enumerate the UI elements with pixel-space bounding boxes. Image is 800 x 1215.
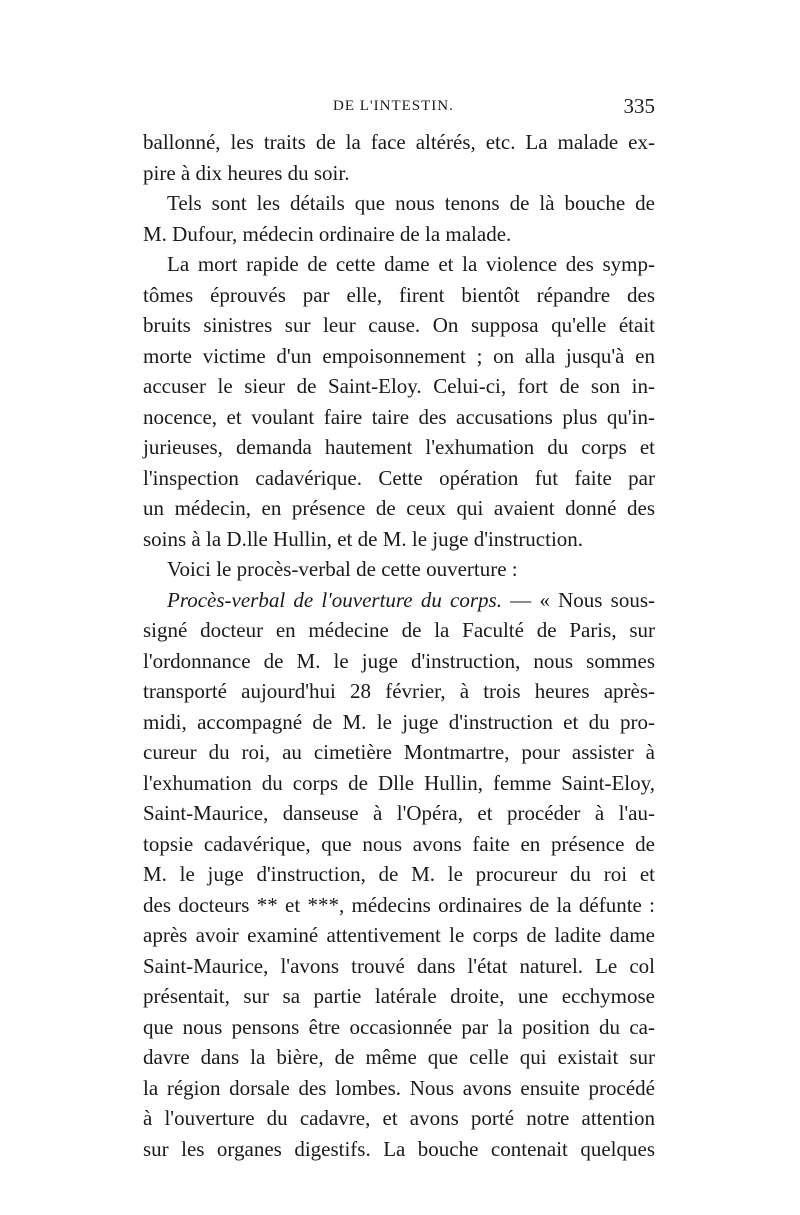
text-line: l'inspection cadavérique. Cette opération fut faite par (143, 465, 655, 490)
text-line: Saint-Maurice, danseuse à l'Opéra, et procéder à l'au- (143, 801, 655, 825)
text-line: M. Dufour, médecin ordinaire de la malade. (143, 221, 512, 246)
text-line: à l'ouverture du cadavre, et avons porté notre attention (143, 1106, 655, 1130)
italic-heading: Procès-verbal de l'ouverture du corps. (167, 587, 502, 612)
text-line: un médecin, en présence de ceux qui avaient donné des (143, 496, 655, 520)
text-line: nocence, et voulant faire taire des accusations plus qu'in- (143, 404, 655, 429)
text-line: l'ordonnance de M. le juge d'instruction, nous sommes (143, 648, 655, 673)
text-line: accuser le sieur de Saint-Eloy. Celui-ci, fort de son in- (143, 374, 655, 398)
text-line: cureur du roi, au cimetière Montmartre, pour assister à (143, 740, 655, 764)
text-line: que nous pensons être occasionnée par la position du ca- (143, 1014, 655, 1039)
text-line: des docteurs ** et ***, médecins ordinaires de la défunte : (143, 892, 655, 917)
text-line: La mort rapide de cette dame et la violence des symp- (167, 252, 655, 276)
text-line: topsie cadavérique, que nous avons faite en présence de (143, 831, 655, 856)
text-line: tômes éprouvés par elle, firent bientôt répandre des (143, 282, 655, 307)
text-line: l'exhumation du corps de Dlle Hullin, femme Saint-Eloy, (143, 770, 655, 795)
text-line: davre dans la bière, de même que celle qui existait sur (143, 1045, 655, 1069)
running-head: DE L'INTESTIN. (333, 98, 454, 114)
page-number: 335 (623, 94, 655, 118)
text-line: morte victime d'un empoisonnement ; on alla jusqu'à en (143, 343, 655, 368)
text-line: sur les organes digestifs. La bouche contenait quelques (143, 1136, 655, 1161)
body-text (143, 127, 655, 1164)
text-line: Voici le procès-verbal de cette ouverture : (167, 557, 518, 581)
text-line: Tels sont les détails que nous tenons de là bouche de (167, 191, 655, 215)
page-header (143, 94, 655, 126)
text-line: midi, accompagné de M. le juge d'instruction et du pro- (143, 709, 655, 734)
text-line: M. le juge d'instruction, de M. le procureur du roi et (143, 862, 655, 886)
text-line: transporté aujourd'hui 28 février, à trois heures après- (143, 679, 655, 703)
text-line: après avoir examiné attentivement le corps de ladite dame (143, 923, 655, 947)
text-line: signé docteur en médecine de la Faculté de Paris, sur (143, 618, 655, 642)
text-line: la région dorsale des lombes. Nous avons ensuite procédé (143, 1075, 655, 1100)
text-line: Saint-Maurice, l'avons trouvé dans l'état naturel. Le col (143, 953, 655, 978)
text-line-procès-verbal: Procès-verbal de l'ouverture du corps. — « Nous sous- (167, 587, 655, 612)
text-line: jurieuses, demanda hautement l'exhumation du corps et (143, 435, 655, 459)
text-line: pire à dix heures du soir. (143, 160, 350, 185)
text-line: soins à la D.lle Hullin, et de M. le juge d'instruction. (143, 526, 584, 551)
text-line: présentait, sur sa partie latérale droite, une ecchymose (143, 984, 655, 1008)
text-line: ballonné, les traits de la face altérés, etc. La malade ex- (143, 130, 655, 154)
text-line: bruits sinistres sur leur cause. On supposa qu'elle était (143, 313, 655, 337)
